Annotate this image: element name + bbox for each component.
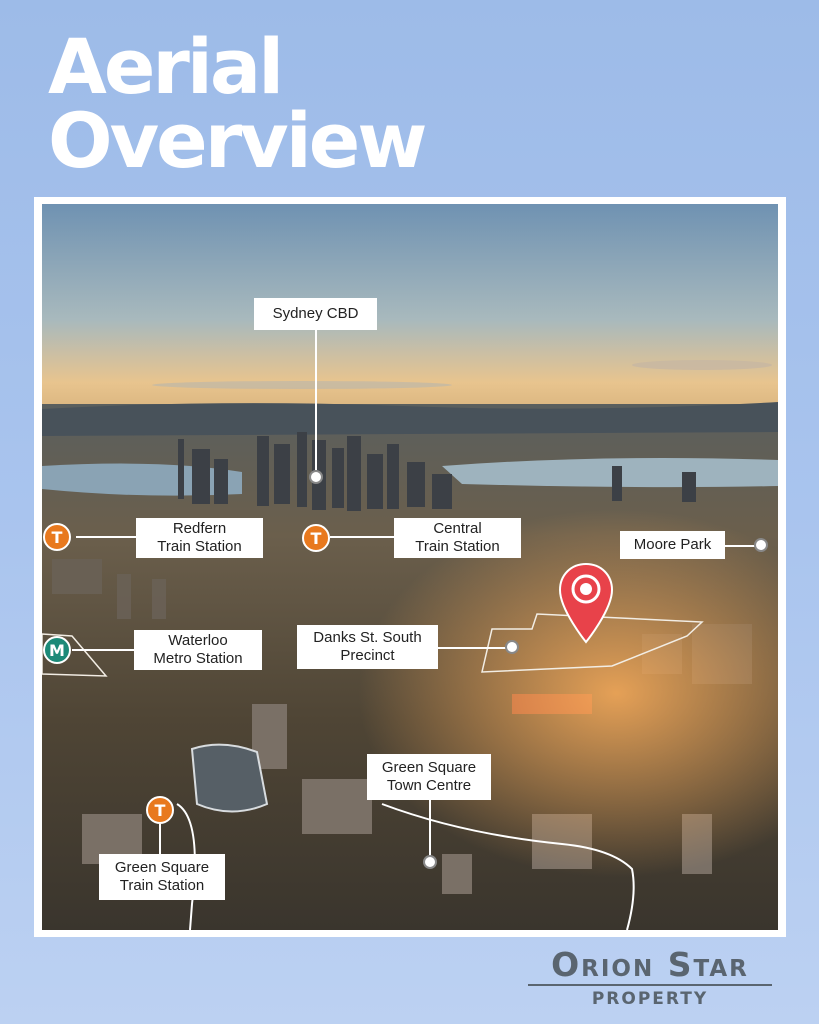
train-icon: T xyxy=(43,523,71,551)
leader-line-waterloo xyxy=(72,649,134,651)
label-danks-text: Danks St. South Precinct xyxy=(313,629,422,664)
logo-brand-text: Orion Star xyxy=(551,945,749,984)
marker-dot-moore xyxy=(754,538,768,552)
metro-icon: M xyxy=(43,636,71,664)
logo-divider xyxy=(528,984,772,986)
leader-line-cbd xyxy=(315,330,317,470)
leader-line-central xyxy=(330,536,394,538)
label-green-square-train xyxy=(99,854,225,900)
label-waterloo-text: Waterloo Metro Station xyxy=(153,632,243,667)
logo-sub-text: PROPERTY xyxy=(591,989,709,1009)
label-central-text: Central Train Station xyxy=(415,520,500,555)
label-green-square-town xyxy=(367,754,491,800)
leader-line-green-town xyxy=(429,799,431,861)
title-line-1: Aerial xyxy=(48,22,282,111)
label-sydney-cbd xyxy=(254,298,377,330)
location-pin-icon xyxy=(558,562,614,644)
brand-logo xyxy=(528,946,772,1010)
label-redfern xyxy=(136,518,263,558)
label-central xyxy=(394,518,521,558)
marker-dot-danks xyxy=(505,640,519,654)
train-icon: T xyxy=(146,796,174,824)
label-waterloo xyxy=(134,630,262,670)
page-title xyxy=(48,22,425,185)
leader-line-redfern xyxy=(76,536,138,538)
label-moore-park-text: Moore Park xyxy=(633,536,712,553)
marker-dot-cbd xyxy=(309,470,323,484)
label-moore-park xyxy=(620,531,725,559)
leader-line-danks xyxy=(437,647,507,649)
label-sydney-cbd-text: Sydney CBD xyxy=(272,305,359,322)
label-green-square-train-text: Green Square Train Station xyxy=(114,859,210,894)
label-danks xyxy=(297,625,438,669)
label-green-square-town-text: Green Square Town Centre xyxy=(381,759,477,794)
train-icon: T xyxy=(302,524,330,552)
marker-dot-green-town xyxy=(423,855,437,869)
title-line-2: Overview xyxy=(48,96,425,185)
leader-line-green-train xyxy=(159,824,161,854)
label-redfern-text: Redfern Train Station xyxy=(157,520,242,555)
aerial-photo xyxy=(42,204,778,930)
